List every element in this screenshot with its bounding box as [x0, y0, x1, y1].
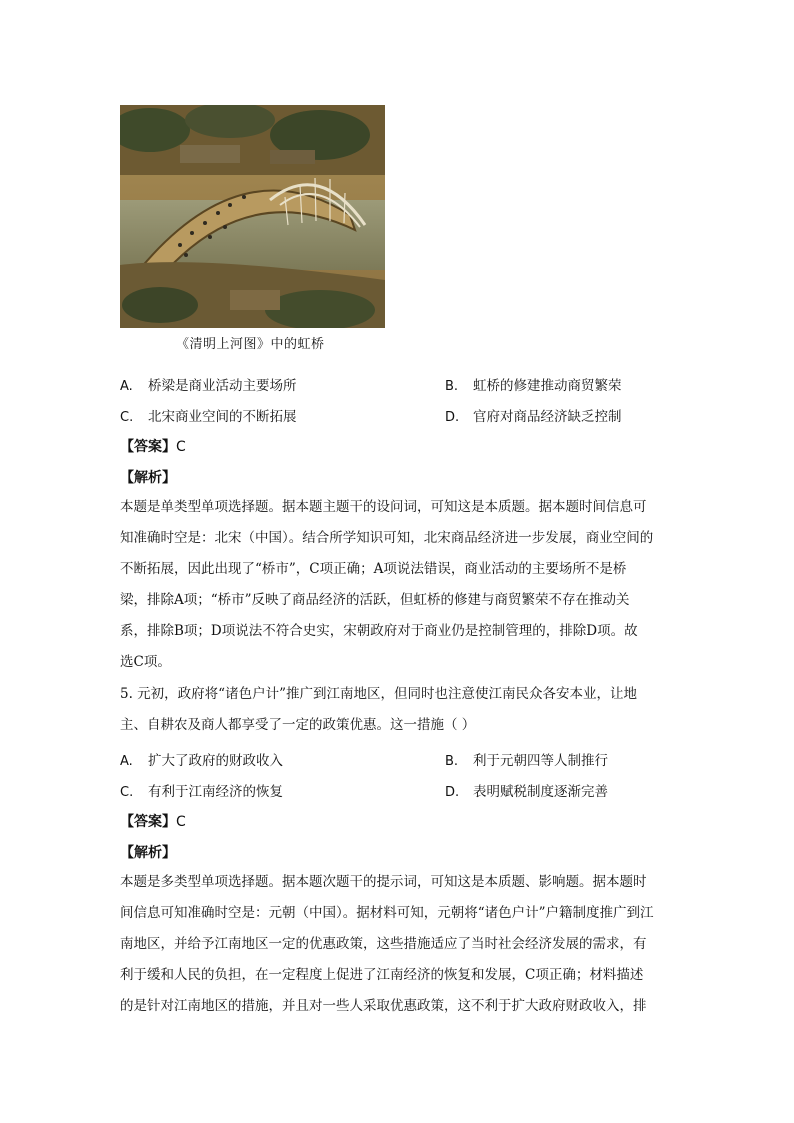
option-letter: B. [445, 754, 459, 769]
text-line: 本题是多类型单项选择题。据本题次题干的提示词，可知这是本质题、影响题。据本题时 [120, 874, 647, 890]
painting-figure [120, 105, 385, 328]
answer-label: 【答案】C [120, 439, 186, 455]
option-text: 官府对商品经济缺乏控制 [473, 409, 622, 425]
answer-value: C [176, 814, 186, 830]
analysis-label: 【解析】 [120, 845, 176, 861]
text-line: 的是针对江南地区的措施，并且对一些人采取优惠政策，这不利于扩大政府财政收入，排 [120, 998, 647, 1014]
text-line: 梁，排除A项；“桥市”反映了商品经济的活跃，但虹桥的修建与商贸繁荣不存在推动关 [120, 592, 630, 608]
option-b [445, 749, 608, 769]
text-line: 主、自耕农及商人都享受了一定的政策优惠。这一措施（ ） [120, 717, 476, 733]
text-line: 系，排除B项；D项说法不符合史实，宋朝政府对于商业仍是控制管理的，排除D项。故 [120, 623, 638, 639]
text-line: 间信息可知准确时空是：元朝（中国）。据材料可知，元朝将“诸色户计”户籍制度推广到江 [120, 905, 654, 921]
option-c [120, 780, 283, 800]
option-text: 桥梁是商业活动主要场所 [148, 378, 297, 394]
option-letter: A. [120, 379, 133, 394]
analysis-paragraph [120, 492, 680, 678]
option-text: 利于元朝四等人制推行 [473, 753, 608, 769]
option-letter: C. [120, 785, 134, 800]
option-a [120, 374, 297, 394]
option-b [445, 374, 622, 394]
option-d [445, 780, 608, 800]
figure-caption: 《清明上河图》中的虹桥 [176, 337, 325, 352]
option-text: 有利于江南经济的恢复 [148, 784, 283, 800]
option-text: 虹桥的修建推动商贸繁荣 [473, 378, 622, 394]
option-letter: C. [120, 410, 134, 425]
option-text: 表明赋税制度逐渐完善 [473, 784, 608, 800]
option-letter: B. [445, 379, 459, 394]
question-5-stem [120, 679, 680, 741]
text-line: 不断拓展，因此出现了“桥市”，C项正确；A项说法错误，商业活动的主要场所不是桥 [120, 561, 627, 577]
text-line: 南地区，并给予江南地区一定的优惠政策，这些措施适应了当时社会经济发展的需求，有 [120, 936, 647, 952]
analysis-paragraph [120, 867, 680, 1022]
text-line: 本题是单类型单项选择题。据本题主题干的设问词，可知这是本质题。据本题时间信息可 [120, 499, 647, 515]
option-letter: D. [445, 785, 460, 800]
text-line: 利于缓和人民的负担，在一定程度上促进了江南经济的恢复和发展，C项正确；材料描述 [120, 967, 644, 983]
option-d [445, 405, 622, 425]
text-line: 5. 元初，政府将“诸色户计”推广到江南地区，但同时也注意使江南民众各安本业，让地 [120, 686, 637, 702]
rainbow-bridge-painting [120, 105, 385, 328]
text-line: 选C项。 [120, 654, 171, 670]
answer-value: C [176, 439, 186, 455]
option-letter: A. [120, 754, 133, 769]
text-line: 知准确时空是：北宋（中国）。结合所学知识可知，北宋商品经济进一步发展，商业空间的 [120, 530, 654, 546]
option-c [120, 405, 297, 425]
option-text: 扩大了政府的财政收入 [148, 753, 283, 769]
option-a [120, 749, 283, 769]
analysis-label: 【解析】 [120, 470, 176, 486]
answer-label: 【答案】C [120, 814, 186, 830]
option-letter: D. [445, 410, 460, 425]
option-text: 北宋商业空间的不断拓展 [148, 409, 297, 425]
